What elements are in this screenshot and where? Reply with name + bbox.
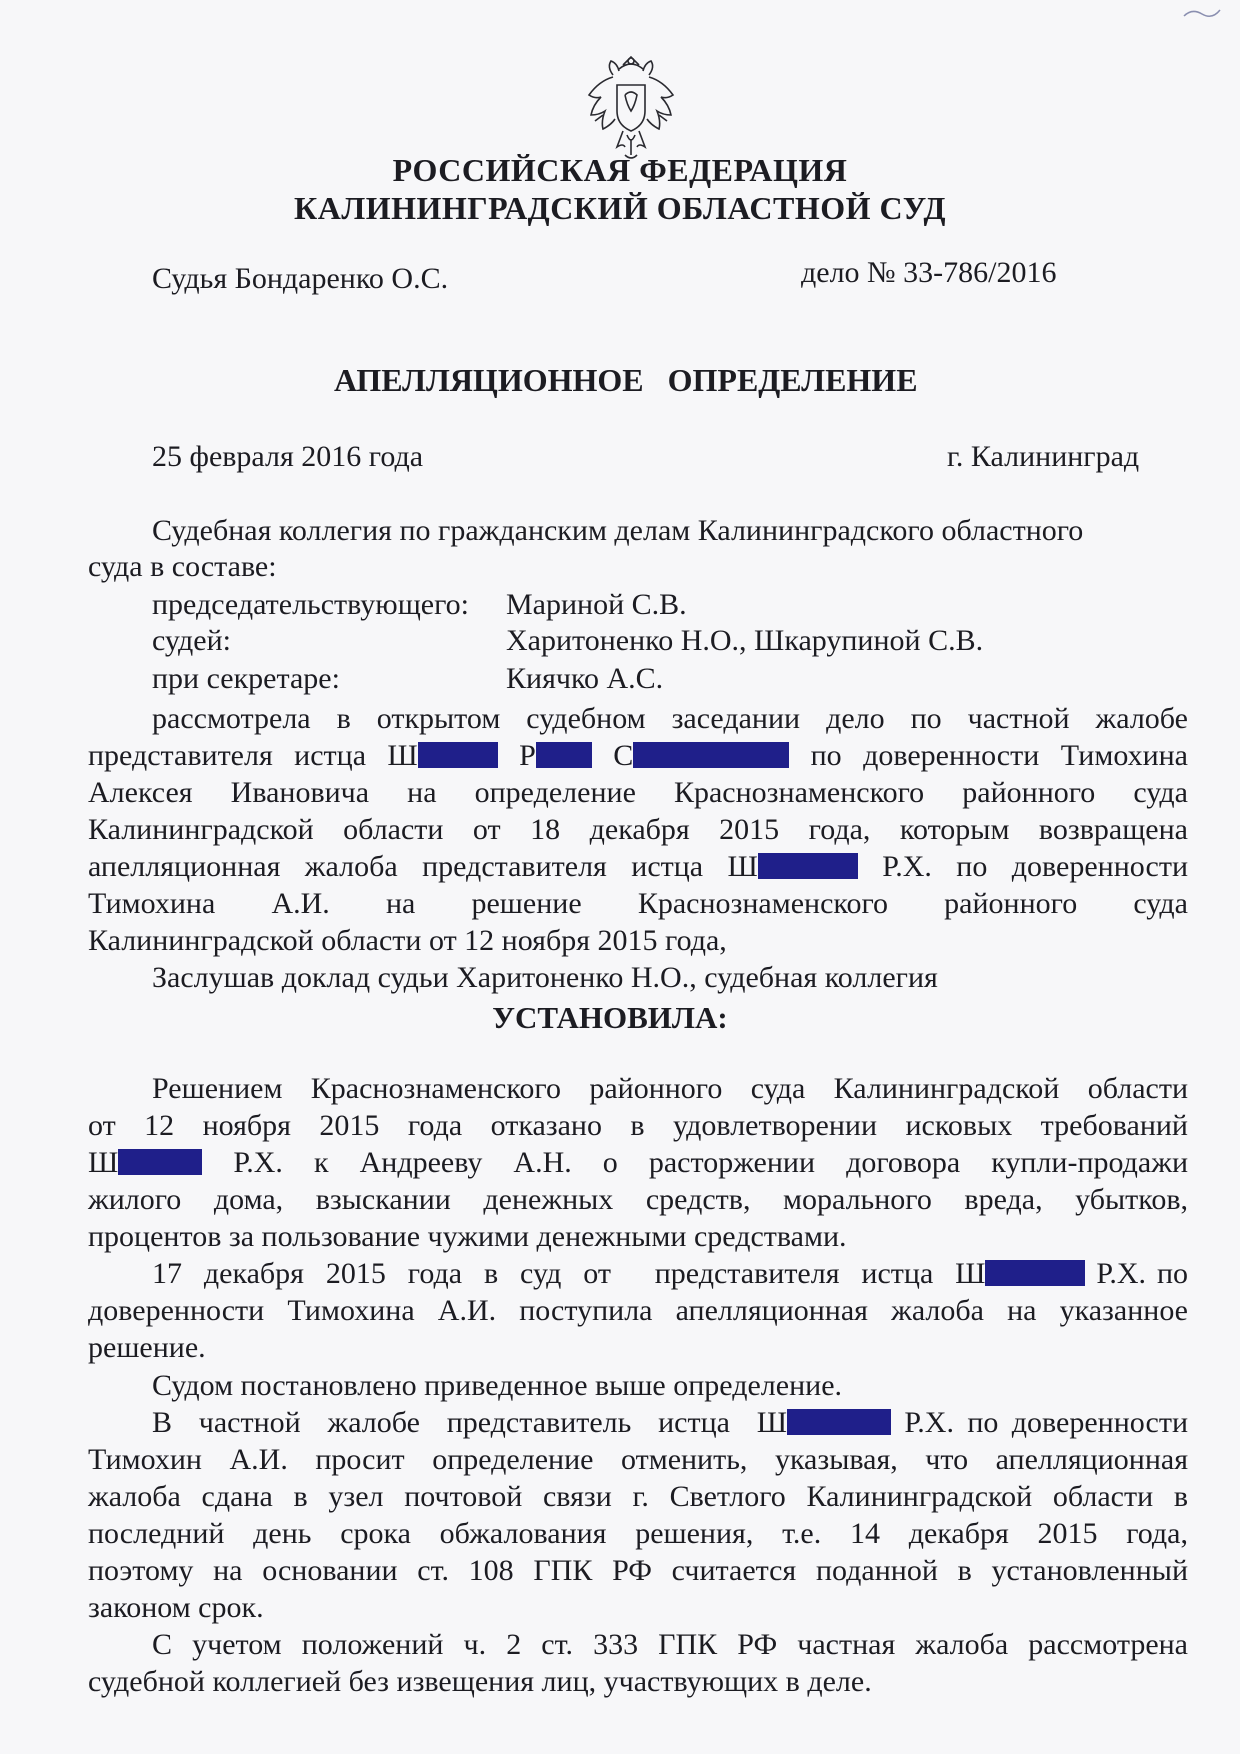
body-paragraph-1 — [88, 1070, 1188, 1255]
chair-value: Мариной С.В. — [506, 588, 687, 621]
body-line: Судом постановлено приведенное выше определение. — [152, 1369, 843, 1402]
body-line: жилого дома, взыскании денежных средств, морального вреда, убытков, — [88, 1183, 1188, 1216]
intro-line: Заслушав доклад судьи Харитоненко Н.О., судебная коллегия — [152, 961, 938, 994]
redaction-block — [758, 853, 858, 879]
body-line: поэтому на основании ст. 108 ГПК РФ считается поданной в установленный — [88, 1554, 1188, 1587]
body-line: решение. — [88, 1331, 206, 1364]
body-line: С учетом положений ч. 2 ст. 333 ГПК РФ частная жалоба рассмотрена — [152, 1628, 1188, 1661]
secretary-value: Киячко А.С. — [506, 662, 664, 695]
redaction-block — [787, 1409, 891, 1435]
body-line: 17 декабря 2015 года в суд от представителя истца Ш Р.Х. по — [152, 1257, 1188, 1290]
intro-line: Алексея Ивановича на определение Краснознаменского районного суда — [88, 776, 1188, 809]
secretary-label: при секретаре: — [152, 662, 340, 695]
body-line: законом срок. — [88, 1591, 264, 1624]
court-title: КАЛИНИНГРАДСКИЙ ОБЛАСТНОЙ СУД — [294, 190, 946, 226]
case-number: дело № 33-786/2016 — [801, 256, 1057, 289]
document-title: АПЕЛЛЯЦИОННОЕ ОПРЕДЕЛЕНИЕ — [334, 362, 918, 398]
body-line: жалоба сдана в узел почтовой связи г. Светлого Калининградской области в — [88, 1480, 1188, 1513]
country-title: РОССИЙСКАЯ ФЕДЕРАЦИЯ — [392, 152, 848, 188]
document-city: г. Калининград — [947, 440, 1140, 473]
intro-line: апелляционная жалоба представителя истца Ш Р.Х. по доверенности — [88, 850, 1189, 883]
body-paragraph-5 — [88, 1626, 1188, 1700]
redaction-block — [536, 742, 592, 768]
composition-line-1: Судебная коллегия по гражданским делам Калининградского областного — [152, 514, 1084, 547]
russian-coat-of-arms-icon — [583, 55, 679, 163]
judges-value: Харитоненко Н.О., Шкарупиной С.В. — [506, 624, 984, 657]
intro-line: представителя истца Ш Р С по доверенности Тимохина — [88, 739, 1188, 772]
body-line: Ш Р.Х. к Андрееву А.Н. о расторжении договора купли-продажи — [88, 1146, 1188, 1179]
body-line: судебной коллегией без извещения лиц, участвующих в деле. — [88, 1665, 872, 1698]
intro-paragraph — [88, 700, 1188, 996]
intro-line: Калининградской области от 12 ноября 2015 года, — [88, 924, 727, 957]
redaction-block — [985, 1260, 1085, 1286]
body-line: доверенности Тимохина А.И. поступила апелляционная жалоба на указанное — [88, 1294, 1188, 1327]
body-line: Тимохин А.И. просит определение отменить, указывая, что апелляционная — [88, 1443, 1188, 1476]
body-line: последний день срока обжалования решения, т.е. 14 декабря 2015 года, — [88, 1517, 1188, 1550]
redaction-block — [418, 742, 498, 768]
intro-line: Калининградской области от 18 декабря 2015 года, которым возвращена — [88, 813, 1188, 846]
redaction-block — [118, 1149, 202, 1175]
body-paragraph-3 — [88, 1367, 1188, 1404]
body-paragraph-2 — [88, 1255, 1188, 1366]
chair-label: председательствующего: — [152, 588, 470, 621]
body-line: от 12 ноября 2015 года отказано в удовлетворении исковых требований — [88, 1109, 1188, 1142]
judge-name: Судья Бондаренко О.С. — [152, 262, 449, 295]
intro-line: Тимохина А.И. на решение Краснознаменского районного суда — [88, 887, 1188, 920]
intro-line: рассмотрела в открытом судебном заседании дело по частной жалобе — [152, 702, 1188, 735]
body-line: процентов за пользование чужими денежными средствами. — [88, 1220, 847, 1253]
body-paragraph-4 — [88, 1404, 1188, 1626]
judges-label: судей: — [152, 624, 231, 657]
body-line: В частной жалобе представитель истца Ш Р.Х. по доверенности — [152, 1406, 1189, 1439]
redaction-block — [633, 742, 789, 768]
body-line: Решением Краснознаменского районного суда Калининградской области — [152, 1072, 1188, 1105]
pen-mark-icon — [1182, 6, 1222, 20]
section-heading-established: УСТАНОВИЛА: — [492, 1000, 728, 1035]
document-date: 25 февраля 2016 года — [152, 440, 424, 473]
composition-line-2: суда в составе: — [88, 550, 277, 583]
